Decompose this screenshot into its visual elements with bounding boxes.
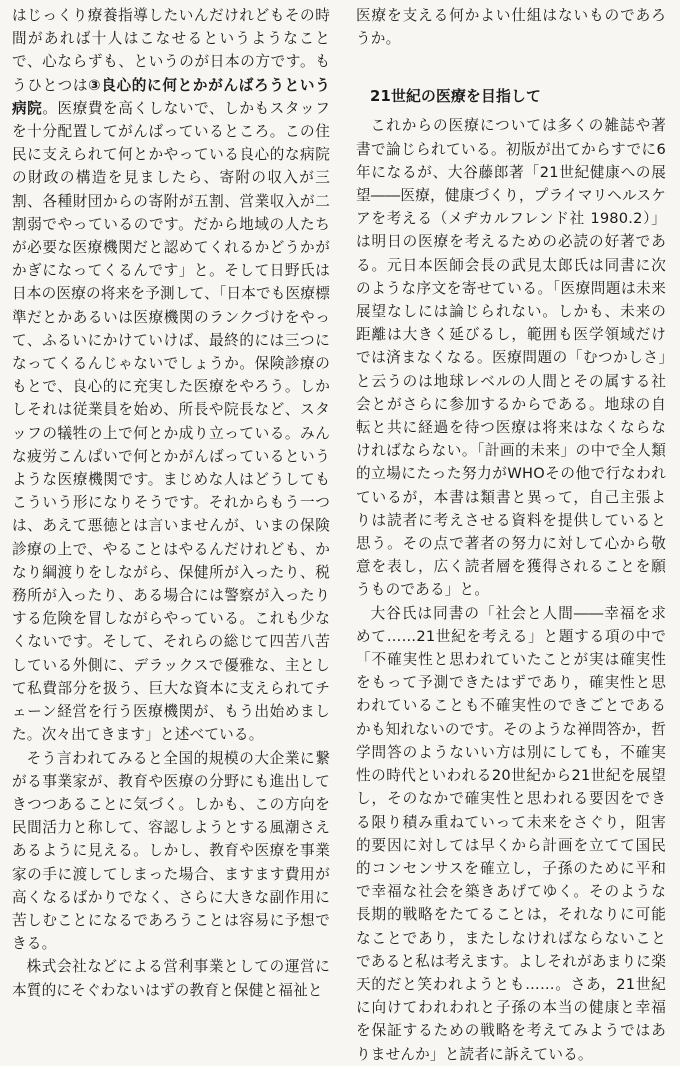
left-column	[12, 4, 330, 1002]
right-paragraph-2: 大谷氏は同書の「社会と人間――幸福を求めて……21世紀を考える」と題する項の中で「不確実性と思われていたことが実は確実性をもって予測できたはずであり，確実性と思われていることも不確実性のできごとであるかも知れないのです。そのような禅問答か，哲学問答のようないい方は別にしても，不確実性の時代といわれる20世紀から21世紀を展望し，そのなかで確実性と思われる要因をできる限り積み重ねていって未来をさぐり，阻害的要因に対しては早くから計画を立てて国民的コンセンサスを確立し，子孫のために平和で幸福な社会を築きあげてゆく。そのような長期的戦略をたてることは，それなりに可能なことであり，またしなければならないことであると私は考えます。よしそれがあまりに楽天的だと笑われようとも……。さあ，21世紀に向けてわれわれと子孫の本当の健康と幸福を保証するための戦略を考えてみようではありませんか」と読者に訴えている。	[356, 604, 666, 1063]
left-paragraph-1	[12, 4, 330, 747]
left-paragraph-1-start: はじっくり療養指導したいんだけれどもその時間があれば十人はこなせるというようなことで、心ならずも、というのが日本の方です。もうひとつは	[12, 7, 330, 94]
left-paragraph-3: 株式会社などによる営利事業としての運営に本質的にそぐわないはずの教育と保健と福祉と	[12, 958, 330, 999]
left-paragraph-1-rest: 。医療費を高くしないで、しかもスタッフを十分配置してがんばっているところ。この住民に支えられて何とかやっている良心的な病院の財政の構造を見ましたら、寄附の収入が三割、各種財団からの寄附が五割、営業収入が二割弱でやっているのです。だから地域の人たちが必要な医療機関だと認めてくれるかどうかがかぎになってくるんです」と。そして日野氏は日本の医療の将来を予測して、「日本でも医療標準だとかあるいは医療機関のランクづけをやって、ふるいにかけていけば、最終的には三つになってくるんじゃないでしょうか。保険診療のもとで、良心的に充実した医療をやろう。しかしそれは従業員を始め、所長や院長など、スタッフの犠牲の上で何とか成り立っている。みんな疲労こんぱいで何とかがんばっているというような医療機関です。まじめな人はどうしてもこういう形になりそうです。それからもう一つは、あえて悪徳とは言いませんが、いまの保険診療の上で、やることはやるんだけれども、かなり綱渡りをしながら、保健所が入ったり、税務所が入ったり、ある場合には警察が入ったりする危険を冒しながらやっている。これも少なくないです。そして、それらの総じて四苦八苦している外側に、デラックスで優雅な、主として私費部分を扱う、巨大な資本に支えられてチェーン経営を行う医療機関が、もう出始めました。次々出てきます」と述べている。	[12, 99, 330, 744]
section-heading: 21世紀の医療を目指して	[370, 88, 541, 106]
bold-phrase-good-hospital: ③良心的に何とかがんばろうという病院	[12, 76, 330, 117]
left-paragraph-2: そう言われてみると全国的規模の大企業に繋がる事業家が、教育や医療の分野にも進出してきつつあることに気づく。しかも、この方向を民間活力と称して、容認しようとする風潮さえあるように見える。しかし、教育や医療を事業家の手に渡してしまった場合、ますます費用が高くなるばかりでなく、さらに大きな副作用に苦しむことになるであろうことは容易に予想できる。	[12, 749, 330, 953]
right-paragraph-1: これからの医療については多くの雑誌や著書で論じられている。初版が出てからすでに6年になるが、大谷藤郎著「21世紀健康への展望――医療，健康づくり，プライマリヘルスケアを考える（メヂカルフレンド社 1980.2）」は明日の医療を考えるための必読の好著である。元日本医師会長の武見太郎氏は同書に次のような序文を寄せている。「医療問題は未来展望なしには論じられない。しかも、未来の距離は大きく延びるし，範囲も医学領域だけでは済まなくなる。医療問題の「むつかしさ」と云うのは地球レベルの人間とその属する社会とがさらに参加するからである。地球の自転と共に経過を待つ医療は将来はなくならなければならない。「計画的未来」の中で全人類的立場にたった努力がWHOその他で行なわれているが，本書は類書と異って，自己主張よりは読者に考えさせる資料を提供していると思う。その点で著者の努力に対して心から敬意を表し，広く読者層を獲得されることを願うものである」と。	[356, 117, 666, 599]
right-column	[356, 4, 666, 1066]
right-paragraph-continued: 医療を支える何かよい仕組はないものであろうか。	[356, 7, 666, 48]
